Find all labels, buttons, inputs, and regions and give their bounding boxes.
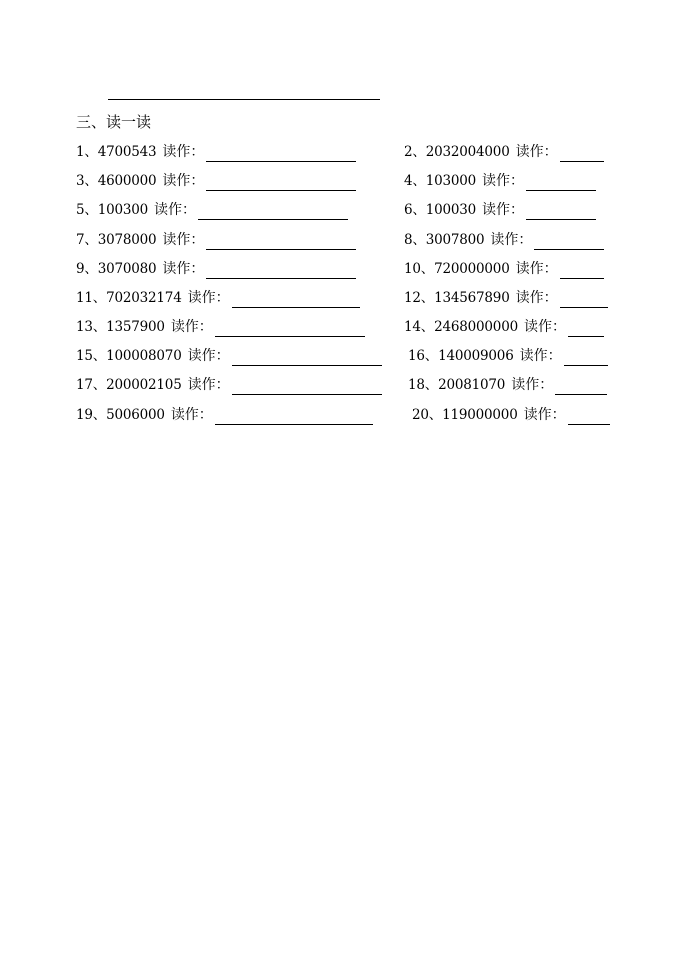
answer-blank[interactable] — [232, 378, 382, 395]
read-label: 读作： — [162, 261, 205, 277]
exercise-row — [0, 200, 688, 222]
exercise-item — [76, 346, 382, 366]
exercise-item — [76, 375, 382, 395]
exercise-number: 14、2468000000 — [404, 319, 518, 335]
answer-blank[interactable] — [215, 320, 365, 337]
answer-blank[interactable] — [568, 320, 604, 337]
answer-blank[interactable] — [555, 378, 607, 395]
exercise-number: 1、4700543 — [76, 144, 157, 160]
exercise-item — [76, 171, 356, 191]
exercise-item — [76, 317, 365, 337]
read-label: 读作： — [490, 232, 533, 248]
answer-line-top — [108, 99, 380, 100]
read-label: 读作： — [515, 144, 558, 160]
answer-blank[interactable] — [206, 174, 356, 191]
answer-blank[interactable] — [560, 262, 604, 279]
exercise-item — [76, 288, 360, 308]
answer-blank[interactable] — [206, 262, 356, 279]
exercise-item — [404, 142, 604, 162]
exercise-row — [0, 346, 688, 368]
read-label: 读作： — [515, 290, 558, 306]
read-label: 读作： — [154, 202, 197, 218]
read-label: 读作： — [523, 407, 566, 423]
exercise-number: 4、103000 — [404, 173, 477, 189]
read-label: 读作： — [511, 377, 554, 393]
exercise-number: 11、702032174 — [76, 290, 182, 306]
exercise-item — [76, 230, 356, 250]
exercise-number: 7、3078000 — [76, 232, 157, 248]
exercise-row — [0, 405, 688, 427]
exercise-number: 9、3070080 — [76, 261, 157, 277]
exercise-item — [404, 317, 604, 337]
exercise-item — [408, 375, 607, 395]
answer-blank[interactable] — [232, 349, 382, 366]
exercise-row — [0, 375, 688, 397]
answer-blank[interactable] — [206, 233, 356, 250]
exercise-item — [76, 259, 356, 279]
answer-blank[interactable] — [232, 291, 360, 308]
exercise-row — [0, 171, 688, 193]
exercise-number: 2、2032004000 — [404, 144, 510, 160]
read-label: 读作： — [187, 348, 230, 364]
exercise-number: 10、720000000 — [404, 261, 510, 277]
answer-blank[interactable] — [560, 145, 604, 162]
exercise-number: 20、119000000 — [412, 407, 518, 423]
exercise-number: 16、140009006 — [408, 348, 514, 364]
read-label: 读作： — [187, 377, 230, 393]
read-label: 读作： — [162, 173, 205, 189]
exercise-number: 8、3007800 — [404, 232, 485, 248]
exercise-item — [76, 200, 348, 220]
exercise-number: 18、20081070 — [408, 377, 506, 393]
exercise-item — [412, 405, 610, 425]
read-label: 读作： — [187, 290, 230, 306]
answer-blank[interactable] — [215, 408, 373, 425]
exercise-number: 12、134567890 — [404, 290, 510, 306]
exercise-number: 17、200002105 — [76, 377, 182, 393]
exercise-row — [0, 230, 688, 252]
exercise-item — [404, 171, 596, 191]
exercise-number: 6、100030 — [404, 202, 477, 218]
read-label: 读作： — [515, 261, 558, 277]
answer-blank[interactable] — [198, 203, 348, 220]
exercise-item — [404, 230, 604, 250]
answer-blank[interactable] — [526, 203, 596, 220]
read-label: 读作： — [482, 173, 525, 189]
exercise-item — [404, 288, 608, 308]
answer-blank[interactable] — [206, 145, 356, 162]
answer-blank[interactable] — [564, 349, 608, 366]
read-label: 读作： — [170, 319, 213, 335]
read-label: 读作： — [162, 144, 205, 160]
exercise-item — [76, 405, 373, 425]
exercise-item — [76, 142, 356, 162]
answer-blank[interactable] — [534, 233, 604, 250]
section-title: 三、读一读 — [76, 113, 152, 131]
read-label: 读作： — [162, 232, 205, 248]
read-label: 读作： — [170, 407, 213, 423]
exercise-number: 3、4600000 — [76, 173, 157, 189]
read-label: 读作： — [519, 348, 562, 364]
exercise-number: 13、1357900 — [76, 319, 165, 335]
exercise-number: 19、5006000 — [76, 407, 165, 423]
exercise-number: 5、100300 — [76, 202, 149, 218]
exercise-number: 15、100008070 — [76, 348, 182, 364]
exercise-item — [404, 200, 596, 220]
answer-blank[interactable] — [526, 174, 596, 191]
exercise-row — [0, 288, 688, 310]
read-label: 读作： — [482, 202, 525, 218]
read-label: 读作： — [523, 319, 566, 335]
exercise-row — [0, 259, 688, 281]
exercise-item — [404, 259, 604, 279]
answer-blank[interactable] — [560, 291, 608, 308]
exercise-row — [0, 142, 688, 164]
exercise-row — [0, 317, 688, 339]
exercise-item — [408, 346, 608, 366]
answer-blank[interactable] — [568, 408, 610, 425]
